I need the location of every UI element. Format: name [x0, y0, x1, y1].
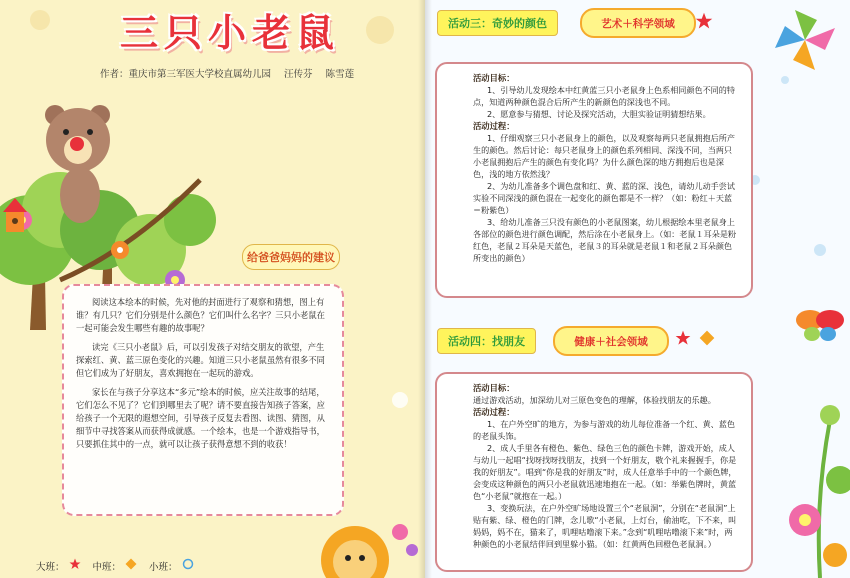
right-page [425, 0, 850, 578]
tip-paragraph-1: 阅读这本绘本的时候，先对他的封面进行了观察和猜想，图上有谁？有几只？它们分别是什么颜色？它们叫什么名字？三只小老鼠在一起可能会发生哪些有趣的故事呢？ [76, 297, 325, 333]
legend-middle-label: 中班： [92, 561, 122, 573]
activity3-goal-1: 1、引导幼儿发现绘本中红黄蓝三只小老鼠身上色系相同颜色不同的特点，知道两种颜色混合后所产生的新颜色的深浅也不同。 [473, 85, 735, 107]
activity3-process-heading: 活动过程： [473, 121, 515, 131]
activity3-process-3: 3、给幼儿准备三只没有颜色的小老鼠图案，幼儿根据绘本里老鼠身上各部位的颜色进行颜色调配，然后涂在小老鼠身上。（如：老鼠１耳朵是粉红色，老鼠２耳朵是天蓝色，老鼠３的耳朵就是老鼠１和老鼠２耳朵颜色所变出的颜色） [473, 217, 737, 263]
activity3-box [435, 62, 753, 298]
activity3-star-icon [695, 12, 713, 34]
activity3-domain-badge: 艺术＋科学领域 [580, 8, 696, 38]
parent-tips-label: 给爸爸妈妈的建议 [242, 244, 340, 270]
circle-icon [182, 558, 194, 573]
legend-small-label: 小班： [149, 561, 178, 573]
activity4-goal-1: 通过游戏活动，加深幼儿对三原色变色的理解，体验找朋友的乐趣。 [473, 395, 716, 405]
tip-paragraph-3: 家长在与孩子分享这本“多元”绘本的时候，应关注故事的结尾，它们怎么不见了？它们到哪里去了呢？请不要直接告知孩子答案，应给孩子一个无限的遐想空间，引导孩子反复去看图、读图、猜图，从细节中寻找答案从而获得成就感。一个绘本，也是一个游戏指导书，只要抓住其中的一点，就可以让孩子获得意想不到的收获！ [76, 387, 325, 449]
legend-big-label: 大班： [36, 561, 65, 573]
activity4-goal-heading: 活动目标： [473, 383, 515, 393]
book-title: 三只小老鼠 [120, 11, 341, 55]
activity3-title: 活动三：奇妙的颜色 [437, 10, 558, 36]
activity3-process-2: 2、为幼儿准备多个调色盘和红、黄、蓝的深、浅色，请幼儿动手尝试实验不同深浅的颜色混在一起变化的颜色都是不一样？（如：粉红＋天蓝＝粉紫色） [473, 181, 735, 215]
activity4-process-heading: 活动过程： [473, 407, 515, 417]
activity4-process-3: 3、变换玩法，在户外空旷场地设置三个“老鼠洞”，分别在“老鼠洞”上贴有紫、绿、橙色的门牌，念儿歌“小老鼠，上灯台，偷油吃，下不来，叫妈妈，妈不在，猫来了，叽哩咕噜滚下来。”念到“叽哩咕噜滚下来”时，两种颜色的小老鼠结伴回到里躲小猫。（如：红黄两色回橙色老鼠洞。） [473, 503, 737, 549]
age-group-legend [36, 558, 202, 573]
activity4-box [435, 372, 753, 572]
activity4-domain-badge: 健康＋社会领域 [553, 326, 669, 356]
authors-line [100, 66, 364, 80]
author-affiliation: 作者：重庆市第三军医大学校直属幼儿园 [100, 69, 272, 80]
activity4-title: 活动四：找朋友 [437, 328, 536, 354]
activity3-process-1: 1、仔细观察三只小老鼠身上的颜色，以及观察每两只老鼠拥抱后所产生的颜色。然后讨论：每只老鼠身上的颜色系列相同、深浅不同，当两只小老鼠拥抱后产生的颜色有变化吗？为什么颜色深的地方拥抱后也是深色，浅的地方依然浅？ [473, 133, 735, 179]
author-name-1: 汪传芬 [284, 69, 313, 80]
activity4-process-1: 1、在户外空旷的地方，为参与游戏的幼儿每位准备一个红、黄、蓝色的老鼠头饰。 [473, 419, 735, 441]
activity3-goal-heading: 活动目标： [473, 73, 515, 83]
activity4-process-2: 2、成人手里各有橙色、紫色、绿色三色的颜色卡牌，游戏开始，成人与幼儿一起唱“找呀找呀找朋友，找到一个好朋友，敬个礼来握握手，你是我的好朋友”。唱到“你是我的好朋友”时，成人任意举手中的一个颜色牌，会变成这种颜色的两只小老鼠就迅速地抱在一起。（如：举紫色牌时，黄蓝色“小老鼠”就抱在一起。） [473, 443, 737, 501]
activity4-diamond-icon [699, 330, 715, 350]
tip-paragraph-2: 读完《三只小老鼠》后，可以引发孩子对结交朋友的欲望，产生探索红、黄、蓝三原色变化的兴趣。知道三只小老鼠虽然有很多不同但它们成为了好朋友，喜欢拥抱在一起玩的游戏。 [76, 342, 325, 378]
author-name-2: 陈雪莲 [325, 69, 355, 80]
star-icon [69, 558, 81, 573]
parent-tips-box [62, 284, 344, 516]
activity3-goal-2: 2、愿意参与猜想、讨论及探究活动，大胆实验证明猜想结果。 [487, 109, 711, 119]
activity4-star-icon [675, 330, 691, 350]
book-gutter [418, 0, 432, 578]
lion-decoration [300, 510, 420, 578]
diamond-icon [125, 558, 137, 573]
